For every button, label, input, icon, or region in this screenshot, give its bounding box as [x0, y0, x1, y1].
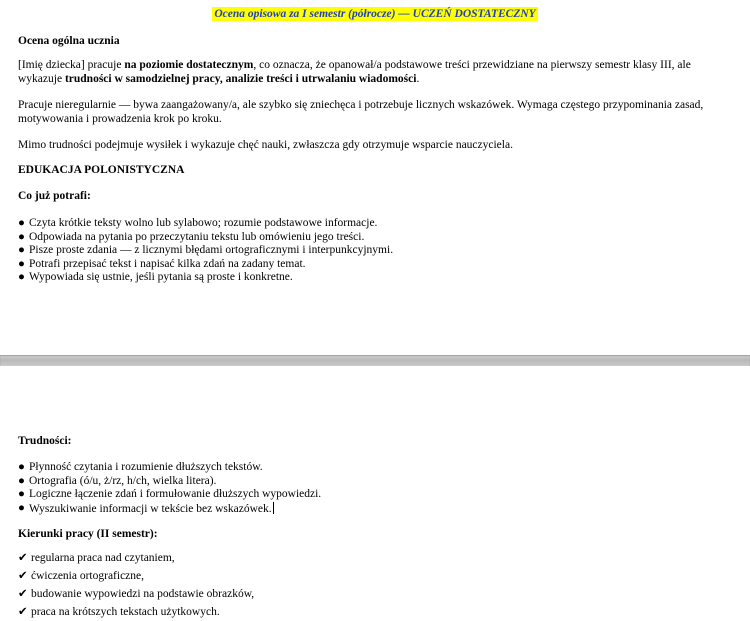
directions-list [18, 549, 254, 621]
checkmark-icon: ✔ [18, 570, 28, 582]
list-item-text: ćwiczenia ortograficzne, [31, 570, 145, 582]
directions-heading[interactable]: Kierunki pracy (II semestr): [18, 528, 158, 540]
difficulties-list [18, 461, 321, 516]
list-item-text: praca na krótszych tekstach użytkowych. [31, 606, 220, 618]
list-item[interactable] [18, 231, 393, 245]
list-item-text: Wyszukiwanie informacji w tekście bez wskazówek. [29, 502, 272, 515]
text-cursor [273, 502, 274, 514]
list-item[interactable] [18, 549, 254, 567]
bullet-icon: ● [18, 217, 25, 229]
list-item-text: Ortografia (ó/u, ż/rz, h/ch, wielka litera). [29, 474, 217, 487]
list-item[interactable] [18, 603, 254, 621]
page-break-separator [0, 355, 750, 366]
list-item[interactable] [18, 271, 393, 285]
general-paragraph-3[interactable]: Mimo trudności podejmuje wysiłek i wykazuje chęć nauki, zwłaszcza gdy otrzymuje wsparcie nauczyciela. [18, 139, 513, 151]
text-run-bold: na poziomie dostatecznym [124, 59, 254, 71]
list-item[interactable] [18, 461, 321, 475]
text-run: [Imię dziecka] pracuje [18, 59, 125, 71]
general-paragraph-1[interactable] [18, 58, 730, 86]
list-item[interactable] [18, 244, 393, 258]
list-item-text: Czyta krótkie teksty wolno lub sylabowo; rozumie podstawowe informacje. [29, 217, 378, 229]
list-item-text: Potrafi przepisać tekst i napisać kilka zdań na zadany temat. [29, 257, 306, 270]
text-run: . [416, 73, 420, 85]
bullet-icon: ● [18, 271, 25, 283]
list-item[interactable] [18, 258, 393, 272]
list-item-text: Pisze proste zdania — z licznymi błędami ortograficznymi i interpunkcyjnymi. [29, 244, 394, 256]
general-paragraph-2[interactable]: Pracuje nieregularnie — bywa zaangażowany/a, ale szybko się zniechęca i potrzebuje licznych wskazówek. Wymaga częstego przypominania zasad, motywowania i prowadzenia krok po kroku. [18, 99, 704, 125]
bullet-icon: ● [18, 230, 25, 243]
document-title[interactable]: Ocena opisowa za I semestr (półrocze) — UCZEŃ DOSTATECZNY [214, 8, 536, 20]
text-run-bold: trudności w samodzielnej pracy, analizie treści i utrwalaniu wiadomości [64, 73, 417, 85]
bullet-icon: ● [18, 488, 25, 500]
list-item-text: Wypowiada się ustnie, jeśli pytania są proste i konkretne. [29, 271, 293, 283]
bullet-icon: ● [18, 244, 25, 256]
checkmark-icon: ✔ [18, 606, 28, 618]
bullet-icon: ● [18, 474, 25, 487]
bullet-icon: ● [18, 257, 25, 270]
list-item-text: regularna praca nad czytaniem, [31, 552, 175, 564]
title-line [0, 4, 750, 22]
text-run: , co oznacza, że opanował/a podstawowe treści przewidziane na pierwszy semestr klasy III, ale wykazuje [18, 59, 691, 85]
bullet-icon: ● [18, 461, 25, 473]
checkmark-icon: ✔ [18, 552, 28, 564]
list-item[interactable] [18, 585, 254, 603]
bullet-icon: ● [18, 501, 25, 514]
list-item-text: Odpowiada na pytania po przeczytaniu tekstu lub omówieniu jego treści. [29, 230, 365, 243]
list-item-text: budowanie wypowiedzi na podstawie obrazków, [31, 588, 255, 600]
list-item[interactable] [18, 475, 321, 489]
can-heading[interactable]: Co już potrafi: [18, 190, 91, 202]
list-item-text: Płynność czytania i rozumienie dłuższych tekstów. [29, 461, 263, 473]
document-page-2 [0, 366, 750, 616]
list-item[interactable] [18, 488, 321, 502]
list-item[interactable] [18, 567, 254, 585]
polish-heading[interactable]: EDUKACJA POLONISTYCZNA [18, 164, 185, 176]
difficulties-heading[interactable]: Trudności: [18, 435, 72, 447]
list-item[interactable] [18, 502, 321, 517]
can-list [18, 217, 393, 285]
general-heading[interactable]: Ocena ogólna ucznia [18, 35, 120, 47]
list-item-text: Logiczne łączenie zdań i formułowanie dłuższych wypowiedzi. [29, 488, 322, 500]
checkmark-icon: ✔ [18, 588, 28, 600]
list-item[interactable] [18, 217, 393, 231]
